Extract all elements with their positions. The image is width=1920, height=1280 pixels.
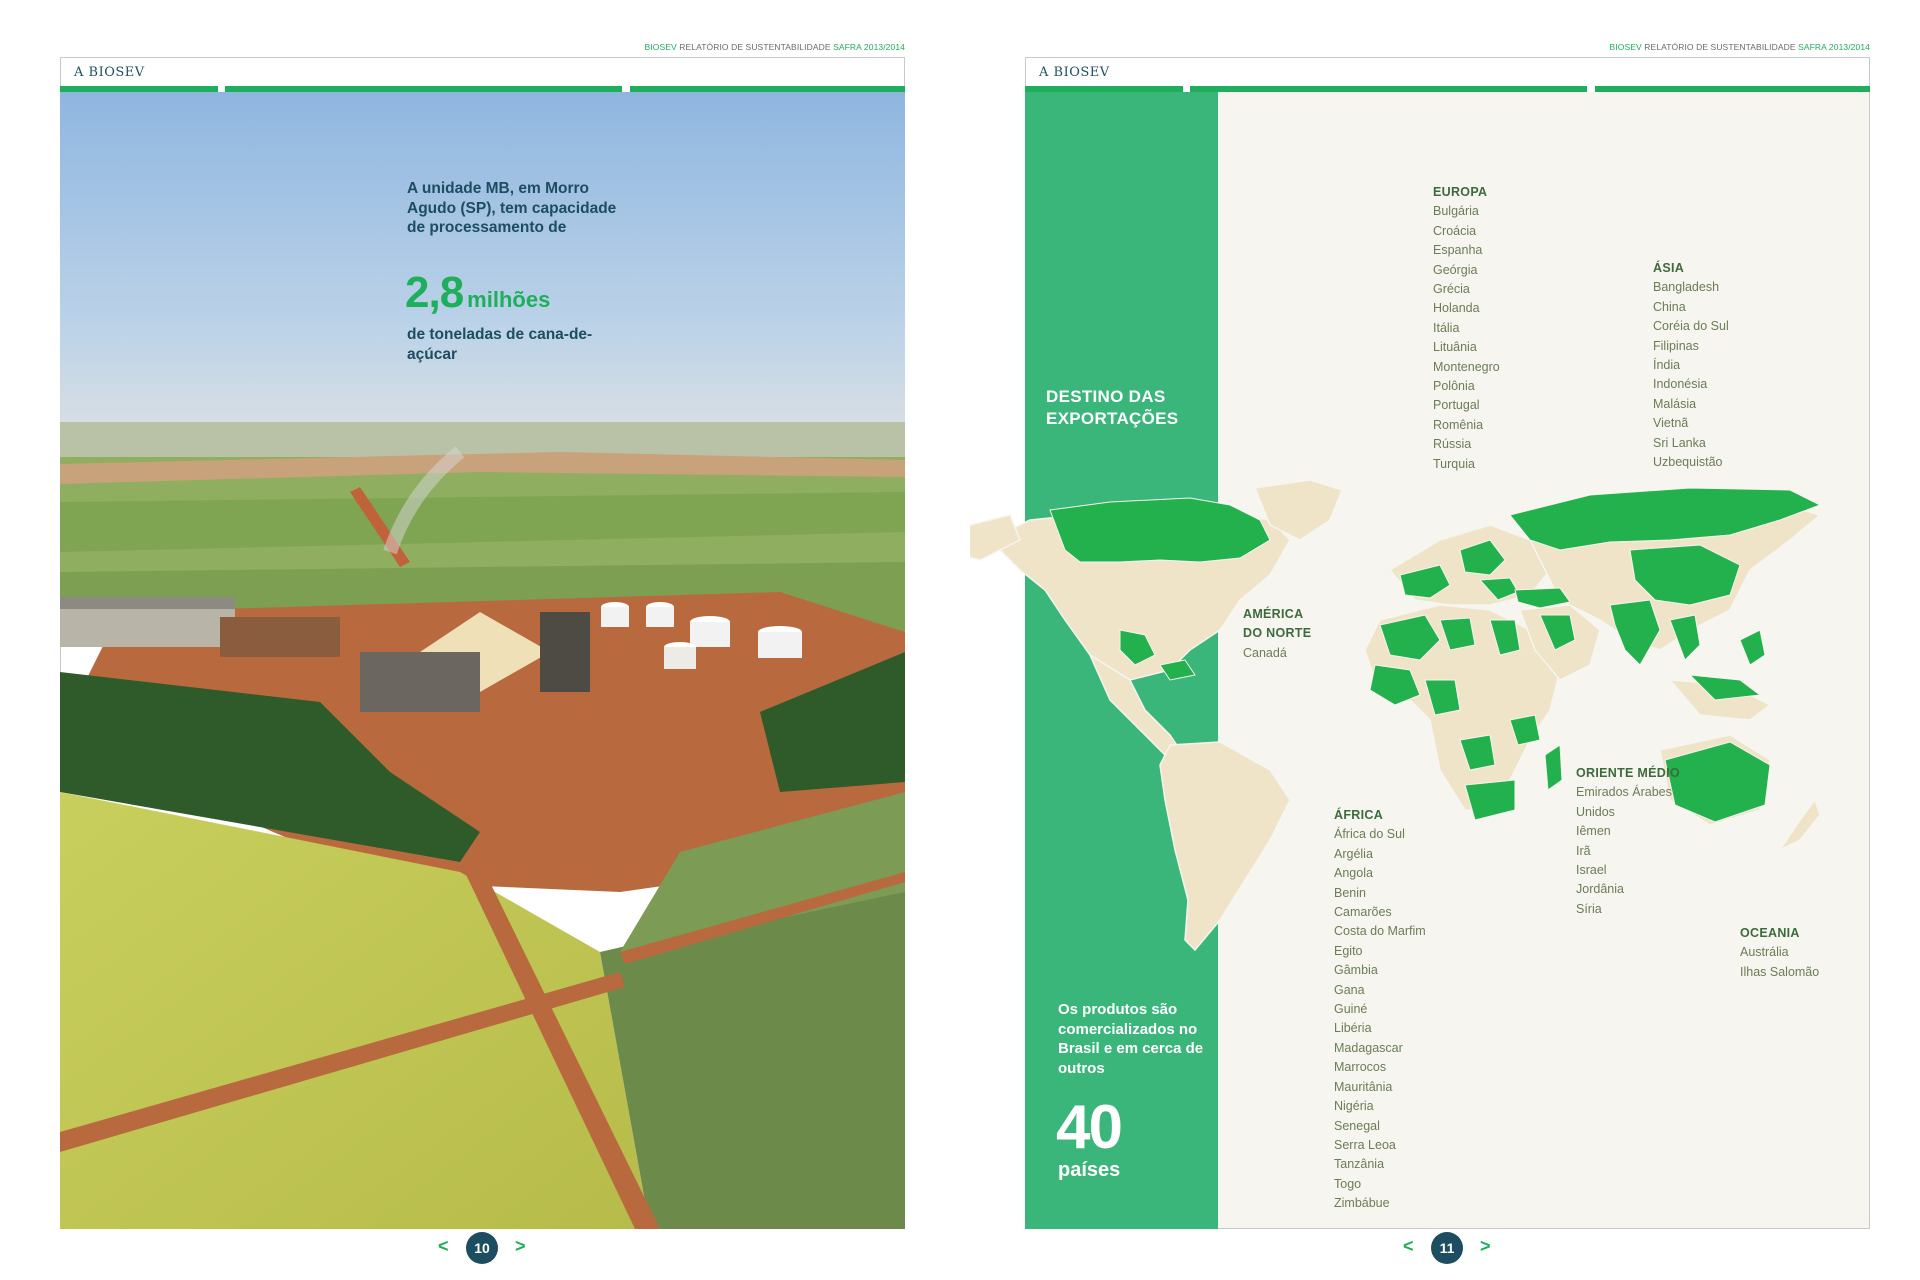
page-number: 10 [466,1232,498,1264]
country-item: Grécia [1433,282,1470,297]
country-item: Madagascar [1334,1040,1403,1055]
prev-page-button[interactable]: < [1403,1236,1414,1256]
country-item: Coréia do Sul [1653,319,1729,334]
country-item: China [1653,299,1686,314]
region-europa [1433,183,1500,474]
running-header [1610,42,1871,52]
country-item: Itália [1433,320,1460,335]
country-list [1243,644,1311,663]
region-title: DO NORTE [1243,626,1312,641]
band-title: DESTINO DAS EXPORTAÇÕES [1046,387,1179,428]
country-list [1576,783,1680,919]
header-season: SAFRA 2013/2014 [1798,42,1870,52]
country-item: Holanda [1433,301,1480,316]
country-item: Nigéria [1334,1099,1374,1114]
country-item: Síria [1576,901,1602,916]
intro-text: A unidade MB, em Morro Agudo (SP), tem capacidade de processamento de [407,180,617,236]
country-item: Costa do Marfim [1334,924,1426,939]
country-item: Rússia [1433,437,1472,452]
country-item: Jordânia [1576,882,1624,897]
header-report: RELATÓRIO DE SUSTENTABILIDADE [679,42,831,52]
country-item: Montenegro [1433,359,1500,374]
country-item: África do Sul [1334,827,1405,842]
countries-count: 40 [1056,1093,1121,1162]
country-item: Vietnã [1653,416,1689,431]
region-oriente-medio [1576,764,1680,919]
country-item: Unidos [1576,804,1615,819]
country-list [1740,943,1819,982]
country-item: Uzbequistão [1653,455,1723,470]
region-america-do-norte [1243,605,1311,663]
country-item: Turquia [1433,456,1475,471]
country-item: Benin [1334,885,1366,900]
next-page-button[interactable]: > [515,1236,526,1256]
section-title: A BIOSEV [74,65,145,80]
running-header [645,42,906,52]
header-season: SAFRA 2013/2014 [833,42,905,52]
country-item: Indonésia [1653,377,1708,392]
aerial-mill-photo [60,92,905,1229]
country-item: Romênia [1433,417,1484,432]
country-list [1334,825,1426,1213]
aerial-illustration [60,92,905,1229]
capacity-figure [405,268,550,318]
country-item: Iêmen [1576,824,1611,839]
region-oceania [1740,924,1819,982]
country-item: Irã [1576,843,1591,858]
left-page [60,0,905,1280]
capacity-caption: de toneladas de cana-de-açúcar [407,326,593,363]
country-item: Marrocos [1334,1060,1387,1075]
country-item: Austrália [1740,945,1789,960]
country-item: Israel [1576,863,1607,878]
country-item: Lituânia [1433,340,1477,355]
country-item: Bulgária [1433,204,1479,219]
country-item: Croácia [1433,223,1477,238]
country-list [1653,278,1729,472]
country-item: Argélia [1334,846,1373,861]
country-item: Tanzânia [1334,1157,1385,1172]
country-item: Filipinas [1653,338,1699,353]
country-item: Senegal [1334,1118,1380,1133]
right-page [1025,0,1870,1280]
country-item: Polônia [1433,379,1475,394]
prev-page-button[interactable]: < [438,1236,449,1256]
country-item: Egito [1334,943,1363,958]
country-item: Camarões [1334,905,1392,920]
pager-right [1391,1228,1511,1268]
pager-left [426,1228,546,1268]
country-item: Índia [1653,358,1681,373]
world-export-map [970,480,1900,980]
country-list [1433,202,1500,474]
header-report: RELATÓRIO DE SUSTENTABILIDADE [1644,42,1796,52]
region-title: AMÉRICA [1243,607,1304,621]
country-item: Togo [1334,1176,1362,1191]
country-item: Libéria [1334,1021,1372,1036]
region-africa [1334,806,1426,1214]
country-item: Sri Lanka [1653,435,1706,450]
region-title: EUROPA [1433,185,1488,199]
country-item: Mauritânia [1334,1079,1393,1094]
region-title: OCEANIA [1740,926,1800,940]
country-item: Canadá [1243,645,1287,660]
region-asia [1653,259,1729,472]
country-item: Gana [1334,982,1365,997]
country-item: Bangladesh [1653,280,1720,295]
country-item: Geórgia [1433,262,1478,277]
capacity-number: 2,8 [405,268,464,317]
region-title: ÁSIA [1653,261,1685,275]
next-page-button[interactable]: > [1480,1236,1491,1256]
country-item: Angola [1334,866,1373,881]
country-item: Serra Leoa [1334,1137,1396,1152]
country-item: Emirados Árabes [1576,785,1672,800]
header-brand: BIOSEV [644,42,677,52]
country-item: Portugal [1433,398,1480,413]
country-item: Malásia [1653,396,1697,411]
region-title: ORIENTE MÉDIO [1576,766,1680,780]
country-item: Guiné [1334,1002,1368,1017]
region-title: ÁFRICA [1334,808,1384,822]
section-title: A BIOSEV [1039,65,1110,80]
header-brand: BIOSEV [1609,42,1642,52]
band-text: Os produtos são comercializados no Brasil e em cerca de outros [1058,1001,1204,1077]
country-item: Zimbábue [1334,1196,1390,1211]
country-item: Ilhas Salomão [1740,964,1820,979]
countries-unit: países [1058,1159,1121,1181]
country-item: Espanha [1433,243,1483,258]
capacity-unit: milhões [467,287,551,312]
page-number: 11 [1431,1232,1463,1264]
country-item: Gâmbia [1334,963,1378,978]
